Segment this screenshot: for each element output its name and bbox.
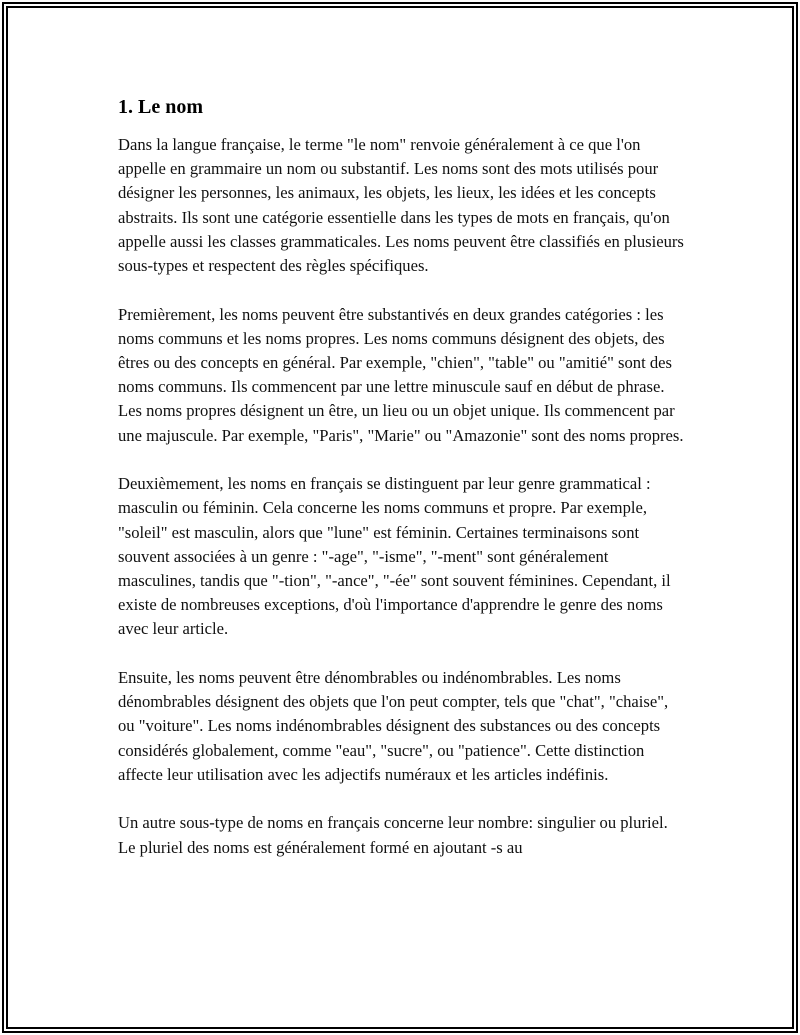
- paragraph-communs-propres: Premièrement, les noms peuvent être substantivés en deux grandes catégories : les noms communs et les noms propres. Les noms communs désignent des objets, des êtres ou des concepts en général. Par exemple, "chien", "table" ou "amitié" sont des noms communs. Ils commencent par une lettre minuscule sauf en début de phrase. Les noms propres désignent un être, un lieu ou un objet unique. Ils commencent par une majuscule. Par exemple, "Paris", "Marie" ou "Amazonie" sont des noms propres.: [118, 304, 684, 445]
- paragraph-genre: Deuxièmement, les noms en français se distinguent par leur genre grammatical : masculin ou féminin. Cela concerne les noms communs et propre. Par exemple, "soleil" est masculin, alors que "lune" est féminin. Certaines terminaisons sont souvent associées à un genre : "-age", "-isme", "-ment" sont généralement masculines, tandis que "-tion", "-ance", "-ée" sont souvent féminines. Cependant, il existe de nombreuses exceptions, d'où l'importance d'apprendre le genre des noms avec leur article.: [118, 474, 671, 639]
- paragraph-introduction: Dans la langue française, le terme "le nom" renvoie généralement à ce que l'on appelle en grammaire un nom ou substantif. Les noms sont des mots utilisés pour désigner les personnes, les animaux, les objets, les lieux, les idées et les concepts abstraits. Ils sont une catégorie essentielle dans les types de mots en français, qu'on appelle aussi les classes grammaticales. Les noms peuvent être classifiés en plusieurs sous-types et respectent des règles spécifiques.: [118, 135, 684, 276]
- document-body: [118, 94, 684, 884]
- paragraph-denombrables: Ensuite, les noms peuvent être dénombrables ou indénombrables. Les noms dénombrables désignent des objets que l'on peut compter, tels que "chat", "chaise", ou "voiture". Les noms indénombrables désignent des substances ou des concepts considérés globalement, comme "eau", "sucre", ou "patience". Cette distinction affecte leur utilisation avec les adjectifs numéraux et les articles indéfinis.: [118, 668, 669, 784]
- section-heading: 1. Le nom: [118, 96, 203, 118]
- paragraph-nombre: Un autre sous-type de noms en français concerne leur nombre: singulier ou pluriel. Le pluriel des noms est généralement formé en ajoutant -s au: [118, 813, 668, 857]
